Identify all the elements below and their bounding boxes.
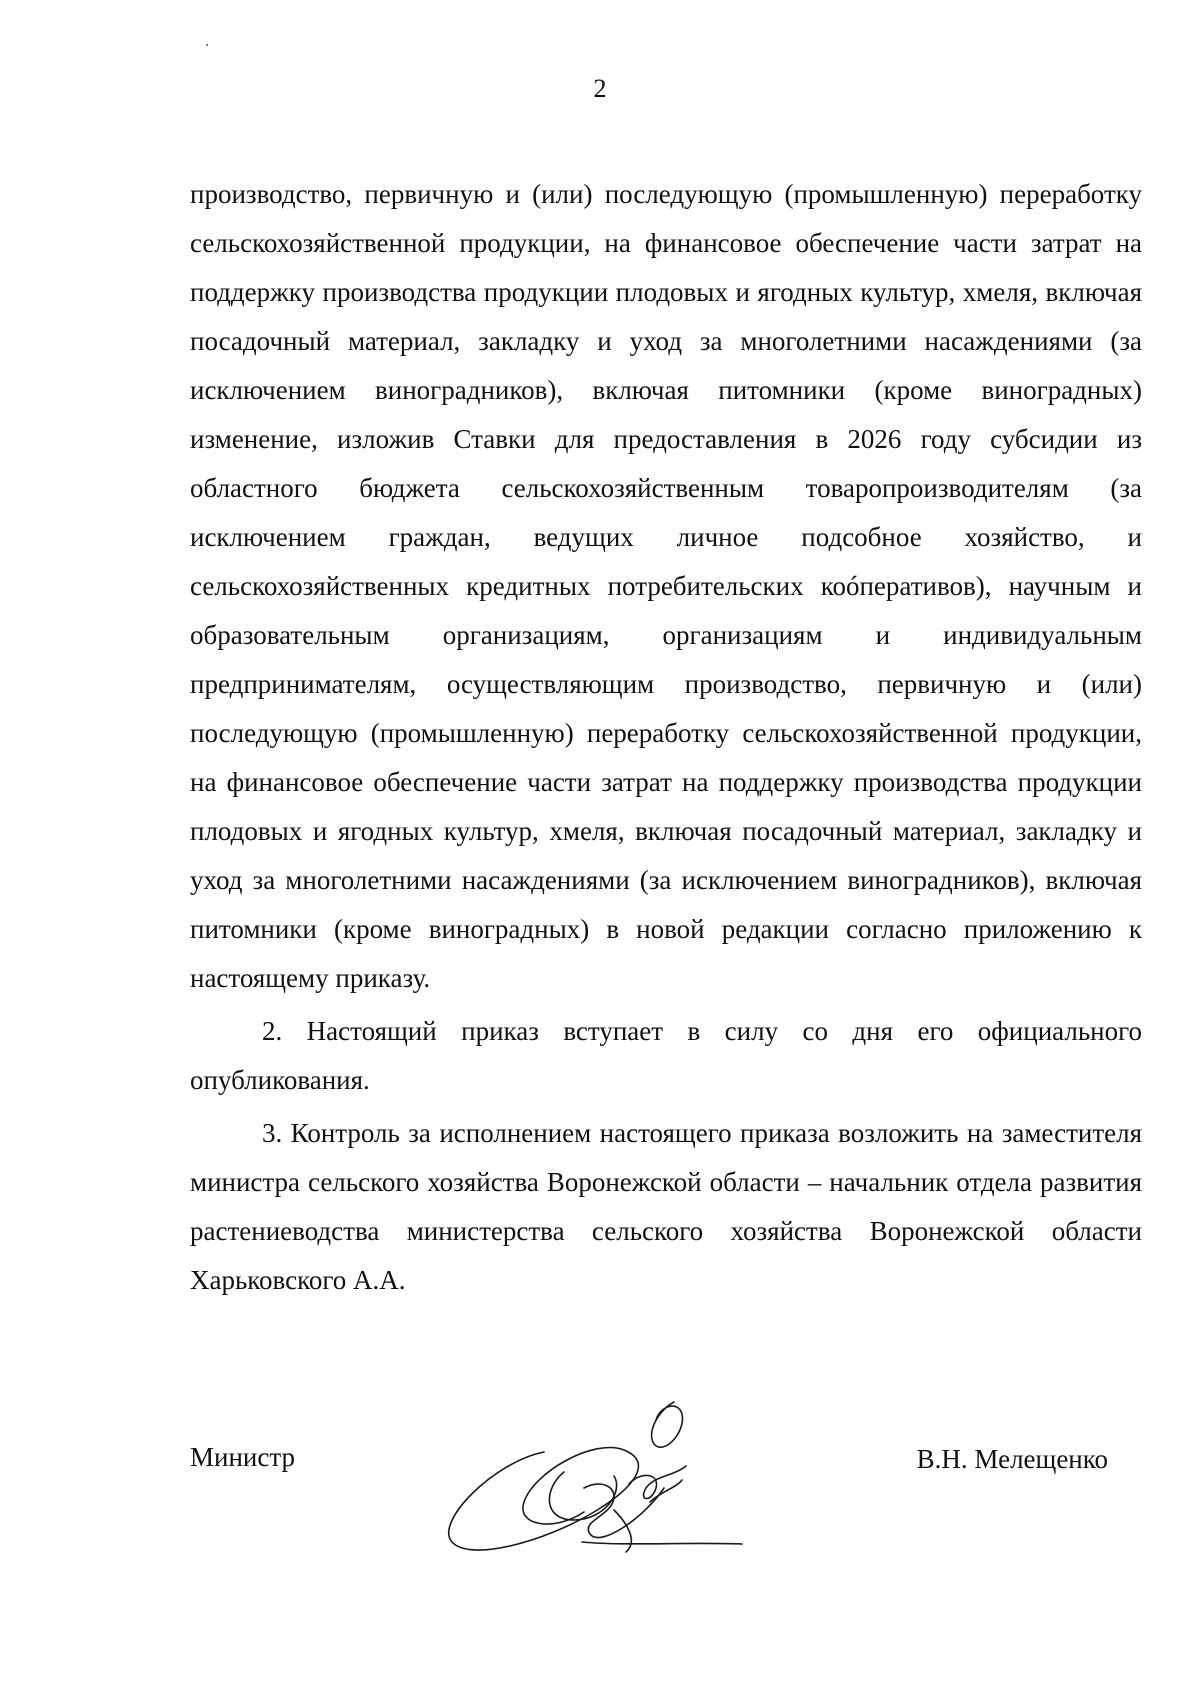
signature-icon bbox=[424, 1392, 754, 1572]
scan-speck bbox=[206, 44, 208, 46]
paragraph-item-3: 3. Контроль за исполнением настоящего приказа возложить на заместителя министра сельского хозяйства Воронежской области – начальник отдела развития растениеводства министерства сельского хозяйства Воронежской области Харьковского А.А. bbox=[190, 1118, 1142, 1295]
paragraph-item-2: 2. Настоящий приказ вступает в силу со дня его официального опубликования. bbox=[190, 1016, 1142, 1095]
paragraph-continued: производство, первичную и (или) последующую (промышленную) переработку сельскохозяйственной продукции, на финансовое обеспечение части затрат на поддержку производства продукции плодовых и ягодных культур, хмеля, включая посадочный материал, закладку и уход за многолетними насаждениями (за исключением виноградников), включая питомники (кроме виноградных) изменение, изложив Ставки для предоставления в 2026 году субсидии из областного бюджета сельскохозяйственным товаропроизводителям (за исключением граждан, ведущих личное подсобное хозяйство, и сельскохозяйственных кредитных потребительских коóперативов), научным и образовательным организациям, организациям и индивидуальным предпринимателям, осуществляющим производство, первичную и (или) последующую (промышленную) переработку сельскохозяйственной продукции, на финансовое обеспечение части затрат на поддержку производства продукции плодовых и ягодных культур, хмеля, включая посадочный материал, закладку и уход за многолетними насаждениями (за исключением виноградников), включая питомники (кроме виноградных) в новой редакции согласно приложению к настоящему приказу. bbox=[190, 179, 1142, 993]
signatory-title: Министр bbox=[190, 1442, 295, 1472]
document-body bbox=[190, 170, 1142, 1305]
page-number: 2 bbox=[593, 74, 607, 103]
signatory-name: В.Н. Мелещенко bbox=[916, 1444, 1108, 1474]
signature-block bbox=[190, 1442, 1142, 1592]
